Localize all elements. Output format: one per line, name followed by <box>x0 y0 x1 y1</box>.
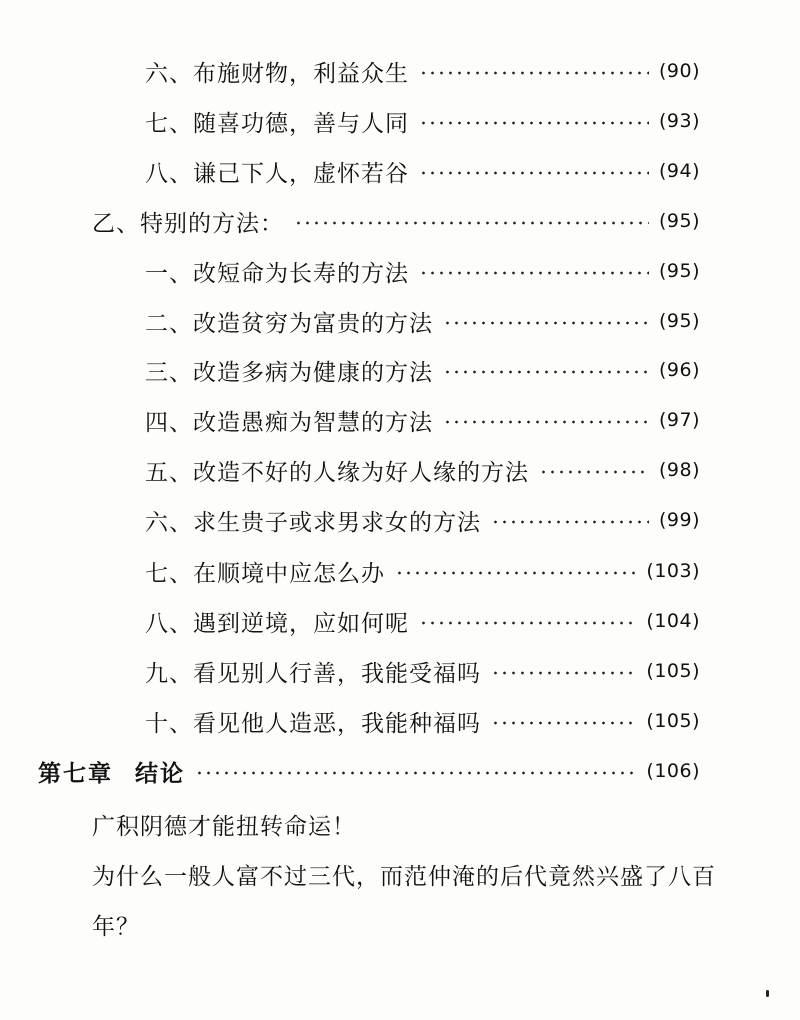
dot-leader <box>195 771 636 775</box>
toc-entry-title: 七、随喜功德，善与人同 <box>145 110 409 137</box>
toc-entry <box>145 301 700 341</box>
toc-entry <box>145 251 700 291</box>
body-paragraph: 为什么一般人富不过三代，而范仲淹的后代竟然兴盛了八百年？ <box>92 864 716 940</box>
toc-entry-page: (95) <box>658 260 700 282</box>
dot-leader <box>491 520 649 524</box>
toc-section <box>92 201 700 241</box>
dot-leader <box>443 370 649 374</box>
toc-entry-page: (90) <box>658 60 700 82</box>
toc-entry-title: 三、改造多病为健康的方法 <box>145 359 433 386</box>
page-speck <box>766 990 769 997</box>
dot-leader <box>491 721 636 725</box>
toc-entry-title: 十、看见他人造恶，我能种福吗 <box>145 710 481 737</box>
dot-leader <box>443 321 649 325</box>
toc-entry-page: (104) <box>646 610 700 632</box>
toc-entry <box>145 101 700 141</box>
dot-leader <box>539 470 649 474</box>
toc-entry <box>145 601 700 641</box>
dot-leader <box>491 671 636 675</box>
toc-entry <box>145 551 700 591</box>
toc-entry-title: 四、改造愚痴为智慧的方法 <box>145 409 433 436</box>
toc-entry <box>145 450 700 490</box>
toc-entry-title: 二、改造贫穷为富贵的方法 <box>145 310 433 337</box>
body-line: 广积阴德才能扭转命运！ <box>92 814 356 840</box>
toc-entry-title: 九、看见别人行善，我能受福吗 <box>145 660 481 687</box>
toc-entry-page: (103) <box>646 560 700 582</box>
toc-entry <box>145 701 700 741</box>
toc-entry-title: 六、布施财物，利益众生 <box>145 60 409 87</box>
dot-leader <box>419 621 636 625</box>
toc-entry-page: (94) <box>658 160 700 182</box>
toc-entry <box>145 51 700 91</box>
toc-entry-title: 五、改造不好的人缘为好人缘的方法 <box>145 459 529 486</box>
toc-entry-page: (93) <box>658 110 700 132</box>
toc-entry <box>145 651 700 691</box>
dot-leader <box>419 171 649 175</box>
toc-entry <box>145 151 700 191</box>
dot-leader <box>419 271 649 275</box>
chapter-page: (106) <box>646 760 700 782</box>
dot-leader <box>443 420 649 424</box>
toc-section-title: 乙、特别的方法： <box>92 210 284 237</box>
toc-entry-title: 八、谦己下人，虚怀若谷 <box>145 160 409 187</box>
chapter-number: 第七章 <box>38 759 113 787</box>
toc-entry-page: (98) <box>658 459 700 481</box>
toc-section-page: (95) <box>658 210 700 232</box>
toc-chapter <box>38 751 700 791</box>
toc-entry <box>145 350 700 390</box>
toc-entry-title: 六、求生贵子或求男求女的方法 <box>145 509 481 536</box>
chapter-title: 结论 <box>135 759 185 787</box>
toc-entry-page: (105) <box>646 710 700 732</box>
toc-entry-title: 七、在顺境中应怎么办 <box>145 560 385 587</box>
toc-entry-title: 八、遇到逆境，应如何呢 <box>145 610 409 637</box>
toc-entry <box>145 400 700 440</box>
toc-entry-page: (105) <box>646 660 700 682</box>
dot-leader <box>419 121 649 125</box>
toc-entry-page: (97) <box>658 409 700 431</box>
dot-leader <box>419 71 649 75</box>
toc-entry-page: (99) <box>658 509 700 531</box>
toc-entry-title: 一、改短命为长寿的方法 <box>145 260 409 287</box>
toc-entry-page: (96) <box>658 359 700 381</box>
dot-leader <box>395 571 636 575</box>
toc-entry-page: (95) <box>658 310 700 332</box>
toc-entry <box>145 500 700 540</box>
dot-leader <box>294 221 649 225</box>
